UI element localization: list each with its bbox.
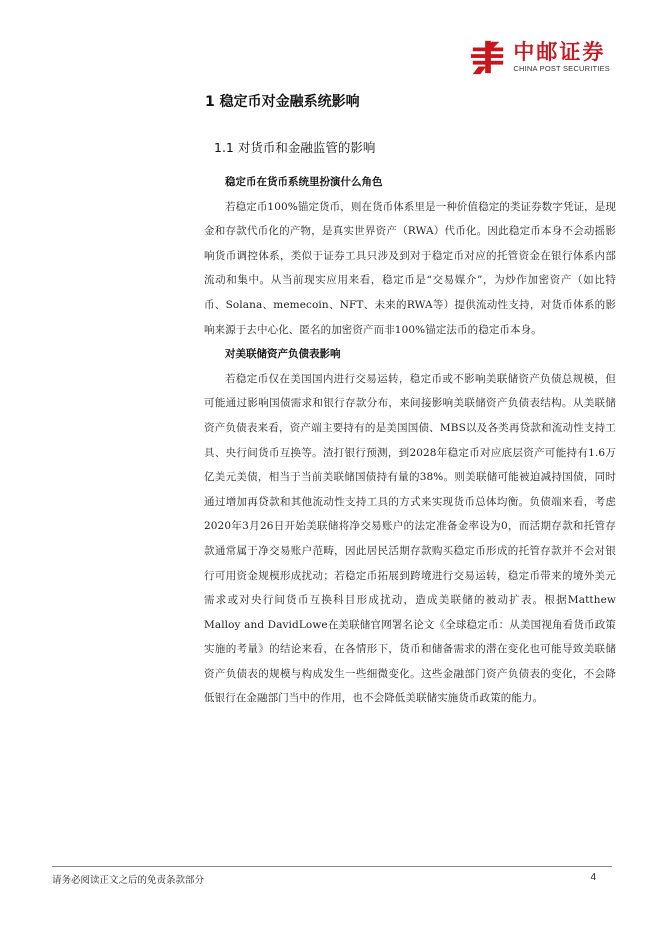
subheading-role: 稳定币在货币系统里扮演什么角色	[225, 176, 383, 188]
company-logo	[469, 38, 610, 76]
logo-name: 中邮证券	[513, 40, 606, 64]
section-title: 1 稳定币对金融系统影响	[205, 94, 360, 110]
footer-disclaimer: 请务必阅读正文之后的免责条款部分	[52, 875, 205, 886]
paragraph-role: 若稳定币100%锚定货币，则在货币体系里是一种价值稳定的类证券数字凭证，是现金和存款代币化的产物，是真实世界资产（RWA）代币化。因此稳定币本身不会动摇影响货币调控体系，类似于证券工具只涉及到对于稳定币对应的托管资金在银行体系内部流动和集中。从当前现实应用来看，稳定币是“交易媒介”，为炒作加密资产（如比特币、Solana、memecoin、NFT、未来的RWA等）提供流动性支持，对货币体系的影响来源于去中心化、匿名的加密资产而非100%锚定法币的稳定币本身。	[204, 200, 616, 336]
subsection-title: 1.1 对货币和金融监管的影响	[214, 140, 376, 155]
footer-divider	[52, 866, 612, 867]
paragraph-fed-balance-sheet: 若稳定币仅在美国国内进行交易运转，稳定币或不影响美联储资产负债总规模，但可能通过影响国债需求和银行存款分布，来间接影响美联储资产负债表结构。从美联储资产负债表来看，资产端主要持有的是美国国债、MBS以及各类再贷款和流动性支持工具、央行间货币互换等。渣打银行预测，到2028年稳定币对应底层资产可能持有1.6万亿美元美债，相当于当前美联储国债持有量的38%。则美联储可能被迫减持国债，同时通过增加再贷款和其他流动性支持工具的方式来实现货币总体均衡。负债端来看，考虑2020年3月26日开始美联储将净交易账户的法定准备金率设为0，而活期存款和托管存款通常属于净交易账户范畴，因此居民活期存款购买稳定币形成的托管存款并不会对银行可用资金规模形成扰动；若稳定币拓展到跨境进行交易运转，稳定币带来的境外美元需求或对央行间货币互换科目形成扰动，造成美联储的被动扩表。根据Matthew Malloy and DavidLowe在美联储官网署名论文《全球稳定币：从美国视角看货币政策实施的考量》的结论来看，在各情形下，货币和储备需求的潜在变化也可能导致美联储资产负债表的规模与构成发生一些细微变化。这些金融部门资产负债表的变化，不会降低银行在金融部门当中的作用，也不会降低美联储实施货币政策的能力。	[204, 372, 616, 705]
logo-subtitle: CHINA POST SECURITIES	[513, 64, 610, 73]
main-content	[204, 170, 616, 711]
page-number: 4	[590, 872, 596, 883]
china-post-logo-icon	[469, 38, 507, 76]
subheading-fed-balance-sheet: 对美联储资产负债表影响	[225, 348, 341, 361]
page-header	[0, 0, 662, 80]
